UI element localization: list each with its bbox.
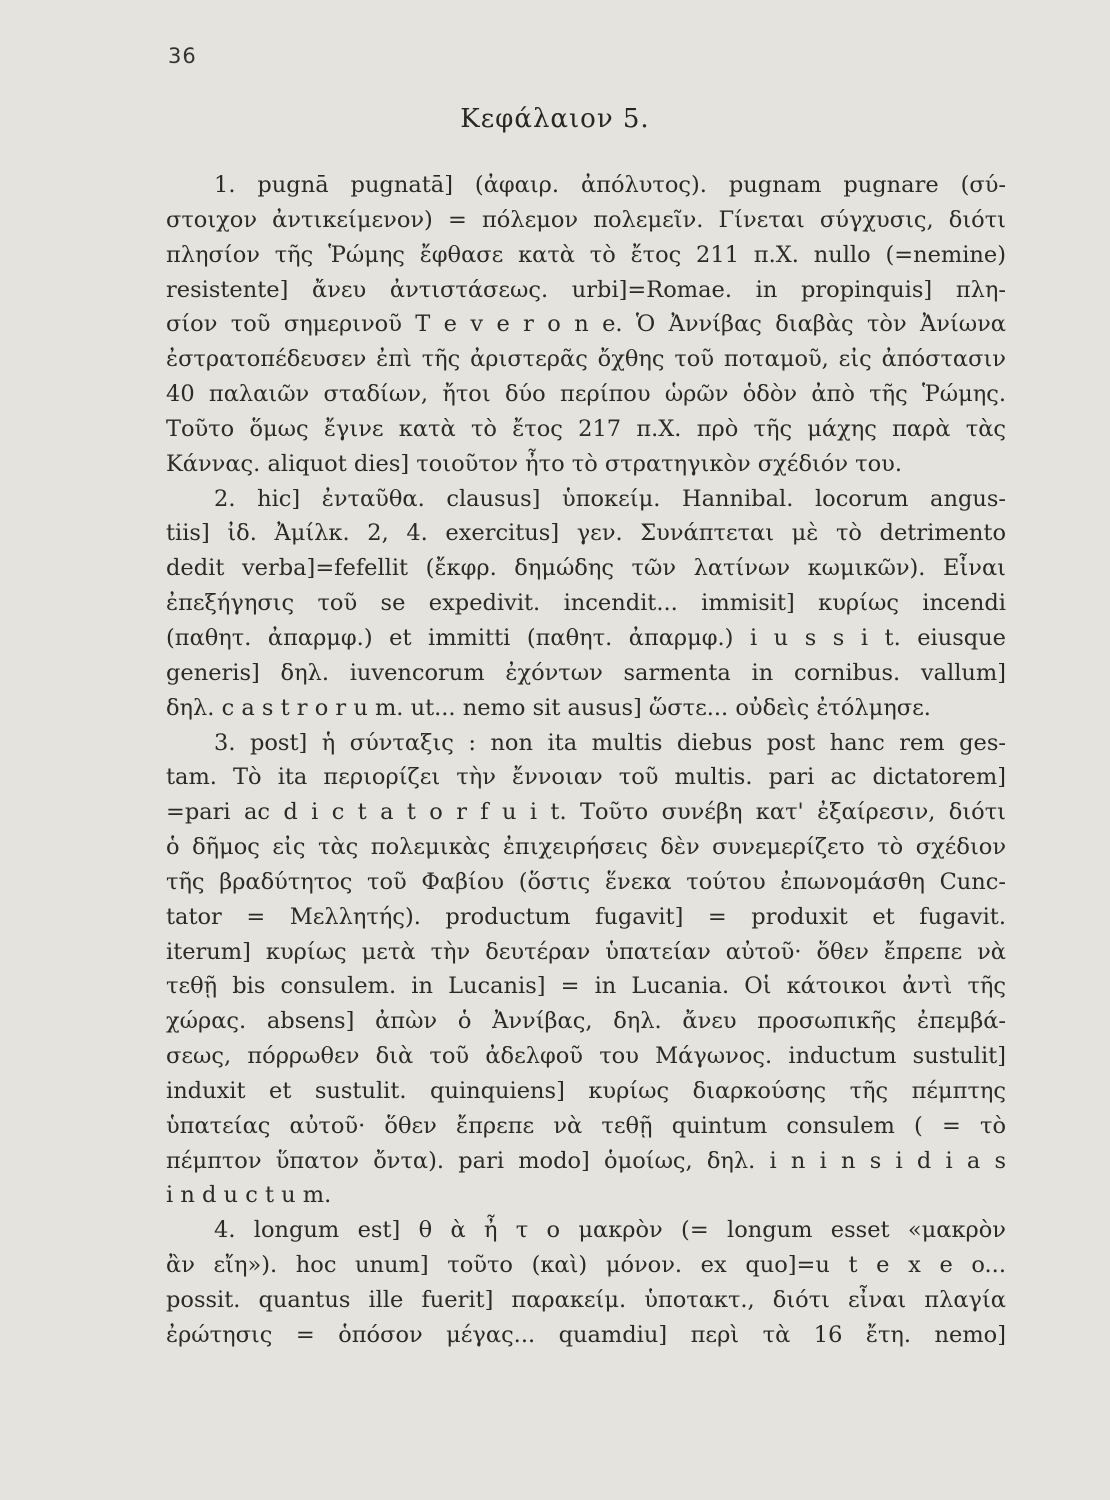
text-line: tiis] ἰδ. Ἀμίλκ. 2, 4. exercitus] γεν. Συνάπτεται μὲ τὸ detrimento	[166, 520, 1006, 547]
page-number: 36	[168, 44, 197, 68]
text-line: =pari ac d i c t a t o r f u i t. Τοῦτο συνέβη κατ' ἐξαίρεσιν, διότι	[166, 799, 1006, 826]
text-line: possit. quantus ille fuerit] παρακείμ. ὑποτακτ., διότι εἶναι πλαγία	[166, 1287, 1006, 1313]
text-line: ὑπατείας αὐτοῦ· ὅθεν ἔπρεπε νὰ τεθῇ quintum consulem ( = τὸ	[166, 1112, 1006, 1139]
text-line: Κάννας. aliquot dies] τοιοῦτον ἦτο τὸ στρατηγικὸν σχέδιόν του.	[166, 450, 903, 477]
text-line: generis] δηλ. iuvencorum ἐχόντων sarmenta in cornibus. vallum]	[166, 659, 1006, 686]
text-line: πέμπτον ὕπατον ὄντα). pari modo] ὁμοίως, δηλ. i n i n s i d i a s	[166, 1147, 1006, 1174]
text-line: σεως, πόρρωθεν διὰ τοῦ ἀδελφοῦ του Μάγωνος. inductum sustulit]	[166, 1043, 1006, 1070]
text-line: χώρας. absens] ἀπὼν ὁ Ἀννίβας, δηλ. ἄνευ προσωπικῆς ἐπεμβά-	[166, 1008, 1006, 1035]
text-line: tator = Μελλητής). productum fugavit] = produxit et fugavit.	[166, 903, 1006, 930]
text-line: δηλ. c a s t r o r u m. ut... nemo sit ausus] ὥστε... οὐδεὶς ἐτόλμησε.	[166, 694, 931, 721]
text-line: ἐπεξήγησις τοῦ se expedivit. incendit... immisit] κυρίως incendi	[166, 590, 1006, 617]
text-line: dedit verba]=fefellit (ἔκφρ. δημώδης τῶν λατίνων κωμικῶν). Εἶναι	[166, 555, 1006, 582]
text-line: ἐστρατοπέδευσεν ἐπὶ τῆς ἀριστερᾶς ὄχθης τοῦ ποταμοῦ, εἰς ἀπόστασιν	[166, 346, 1006, 373]
text-line: i n d u c t u m.	[166, 1182, 332, 1209]
text-line: ὁ δῆμος εἰς τὰς πολεμικὰς ἐπιχειρήσεις δὲν συνεμερίζετο τὸ σχέδιον	[166, 834, 1006, 861]
text-line: 1. pugnā pugnatā] (ἀφαιρ. ἀπόλυτος). pugnam pugnare (σύ-	[214, 172, 1006, 198]
text-line: ἂν εἴη»). hoc unum] τοῦτο (καὶ) μόνον. ex quo]=u t e x e o...	[166, 1252, 1006, 1279]
text-line: Τοῦτο ὅμως ἔγινε κατὰ τὸ ἔτος 217 π.Χ. πρὸ τῆς μάχης παρὰ τὰς	[166, 415, 1006, 442]
text-line: 3. post] ἡ σύνταξις : non ita multis diebus post hanc rem ges-	[214, 729, 1006, 756]
text-line: (παθητ. ἀπαρμφ.) et immitti (παθητ. ἀπαρμφ.) i u s s i t. eiusque	[166, 624, 1006, 651]
text-line: 2. hic] ἐνταῦθα. clausus] ὑποκείμ. Hannibal. locorum angus-	[214, 485, 1006, 512]
text-line: 40 παλαιῶν σταδίων, ἤτοι δύο περίπου ὡρῶν ὁδὸν ἀπὸ τῆς Ῥώμης.	[166, 381, 1006, 408]
text-line: induxit et sustulit. quinquiens] κυρίως διαρκούσης τῆς πέμπτης	[166, 1077, 1006, 1104]
text-line: resistente] ἄνευ ἀντιστάσεως. urbi]=Romae. in propinquis] πλη-	[166, 276, 1006, 303]
text-line: τῆς βραδύτητος τοῦ Φαβίου (ὅστις ἕνεκα τούτου ἐπωνομάσθη Cunc-	[166, 868, 1006, 895]
text-line: τεθῇ bis consulem. in Lucanis] = in Lucania. Οἱ κάτοικοι ἀντὶ τῆς	[166, 973, 1006, 1000]
chapter-title: Κεφάλαιον 5.	[460, 104, 650, 134]
text-line: σίον τοῦ σημερινοῦ T e v e r o n e. Ὁ Ἀννίβας διαβὰς τὸν Ἀνίωνα	[166, 311, 1006, 338]
body-text	[166, 168, 1006, 1353]
text-line: tam. Τὸ ita περιορίζει τὴν ἔννοιαν τοῦ multis. pari ac dictatorem]	[166, 764, 1006, 791]
text-line: iterum] κυρίως μετὰ τὴν δευτέραν ὑπατείαν αὐτοῦ· ὅθεν ἔπρεπε νὰ	[166, 938, 1006, 965]
text-line: 4. longum est] θ ὰ ἦ τ ο μακρὸν (= longum esset «μακρὸν	[214, 1217, 1006, 1244]
text-line: πλησίον τῆς Ῥώμης ἔφθασε κατὰ τὸ ἔτος 211 π.Χ. nullo (=nemine)	[166, 241, 1006, 268]
text-line: ἐρώτησις = ὁπόσον μέγας... quamdiu] περὶ τὰ 16 ἔτη. nemo]	[166, 1321, 1006, 1348]
text-line: στοιχον ἀντικείμενον) = πόλεμον πολεμεῖν. Γίνεται σύγχυσις, διότι	[166, 206, 1006, 233]
